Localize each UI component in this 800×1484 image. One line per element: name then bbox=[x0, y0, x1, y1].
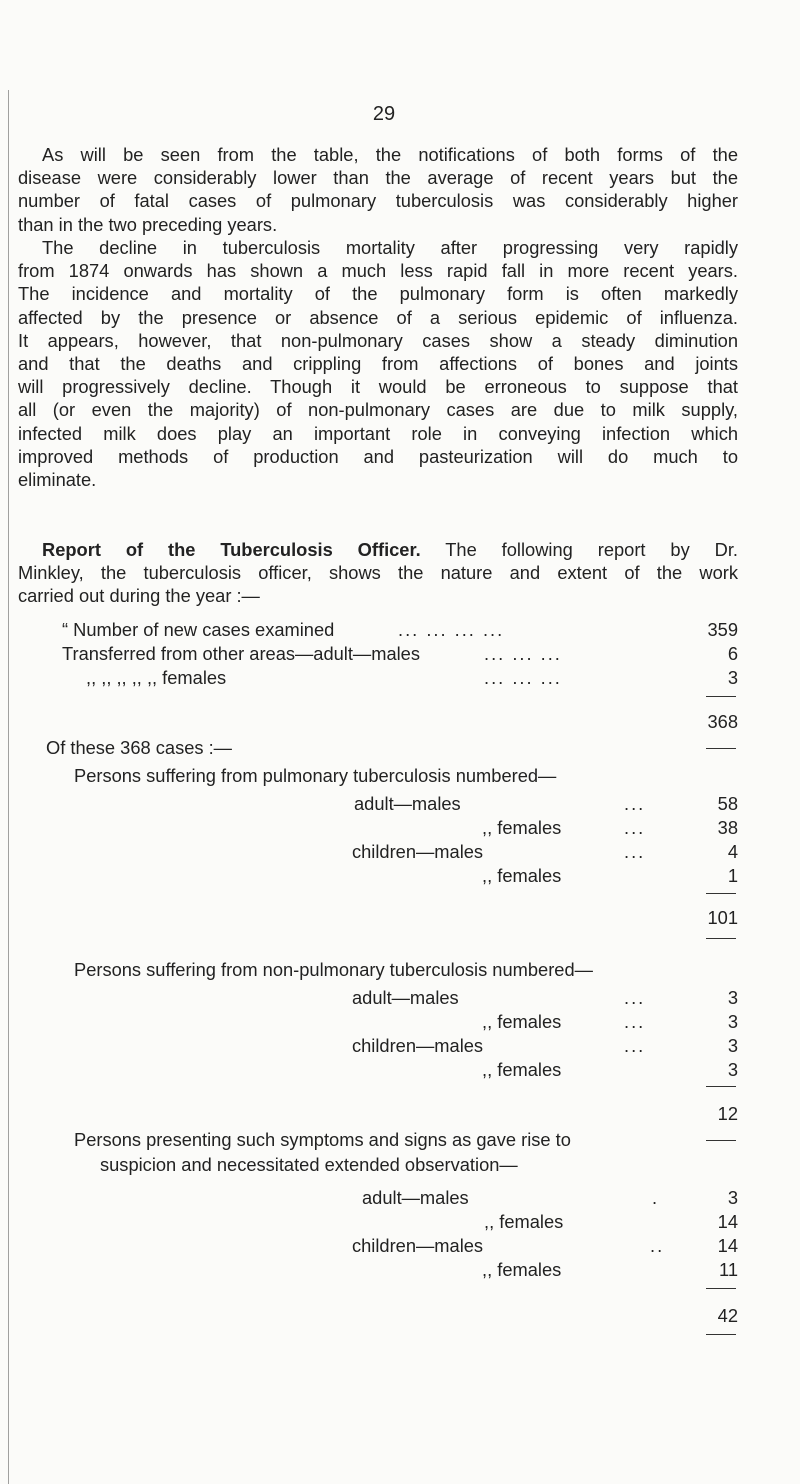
suspects-row-label: ,, females bbox=[484, 1211, 564, 1232]
pulmonary-row-value: 38 bbox=[717, 817, 738, 838]
suspects-total: 42 bbox=[717, 1305, 738, 1326]
leader-dots: . bbox=[652, 1187, 660, 1208]
report-first-line bbox=[18, 538, 738, 561]
leader-dots: ... bbox=[624, 793, 646, 814]
suspects-row-value: 14 bbox=[717, 1211, 738, 1232]
text-line: Minkley, the tuberculosis officer, shows the nature and extent of the work bbox=[18, 562, 738, 584]
non-pulmonary-row-label: adult—males bbox=[352, 987, 459, 1008]
non-pulmonary-row-value: 3 bbox=[727, 1059, 738, 1080]
text-line: from 1874 onwards has shown a much less rapid fall in more recent years. bbox=[18, 260, 738, 282]
suspects-row-label: ,, females bbox=[482, 1259, 562, 1280]
leader-dots: ... bbox=[624, 841, 646, 862]
sum-rule bbox=[706, 1334, 736, 1335]
page-number: 29 bbox=[372, 103, 396, 125]
summary-row bbox=[62, 642, 420, 665]
leader-dots: ... ... ... bbox=[484, 667, 562, 688]
report-intro: The following report by Dr. bbox=[445, 539, 738, 560]
pulmonary-total: 101 bbox=[707, 907, 738, 928]
pulmonary-row-value: 4 bbox=[727, 841, 738, 862]
non-pulmonary-row-label: children—males bbox=[352, 1035, 484, 1056]
sum-rule bbox=[706, 748, 736, 749]
suspects-row-value: 3 bbox=[727, 1187, 738, 1208]
text-line: disease were considerably lower than the average of recent years but the bbox=[18, 167, 738, 189]
text-line: all (or even the majority) of non-pulmonary cases are due to milk supply, bbox=[18, 399, 738, 421]
row-label: Transferred from other areas—adult—males bbox=[62, 643, 420, 664]
text-line: number of fatal cases of pulmonary tuberculosis was considerably higher bbox=[18, 190, 738, 212]
suspects-row-value: 11 bbox=[719, 1259, 738, 1280]
non-pulmonary-total: 12 bbox=[717, 1103, 738, 1124]
text-line: The decline in tuberculosis mortality after progressing very rapidly bbox=[42, 237, 738, 258]
leader-dots: ... bbox=[624, 817, 646, 838]
sum-rule bbox=[706, 893, 736, 894]
leader-dots: .. bbox=[650, 1235, 665, 1256]
leader-dots: ... bbox=[624, 987, 646, 1008]
text-line: and that the deaths and crippling from affections of bones and joints bbox=[18, 353, 738, 375]
paragraph-decline bbox=[18, 236, 738, 491]
suspects-row-value: 14 bbox=[717, 1235, 738, 1256]
text-line: eliminate. bbox=[18, 469, 97, 491]
non-pulmonary-heading: Persons suffering from non-pulmonary tuberculosis numbered— bbox=[74, 959, 593, 980]
suspects-heading-line1: Persons presenting such symptoms and signs as gave rise to bbox=[74, 1129, 571, 1150]
non-pulmonary-row-label: ,, females bbox=[482, 1011, 562, 1032]
text-line: improved methods of production and pasteurization will do much to bbox=[18, 445, 738, 467]
non-pulmonary-row-value: 3 bbox=[727, 1011, 738, 1032]
sum-rule bbox=[706, 1140, 736, 1141]
text-line: infected milk does play an important role in conveying infection which bbox=[18, 422, 738, 444]
text-line: carried out during the year :— bbox=[18, 585, 260, 607]
sum-rule bbox=[706, 1086, 736, 1087]
text-line: will progressively decline. Though it would be erroneous to suppose that bbox=[18, 376, 738, 398]
non-pulmonary-row-label: ,, females bbox=[482, 1059, 562, 1080]
summary-row bbox=[62, 618, 334, 641]
row-label: ,, ,, ,, ,, ,, females bbox=[86, 667, 227, 688]
summary-total: 368 bbox=[707, 711, 738, 732]
report-heading: Report of the Tuberculosis Officer. bbox=[42, 539, 421, 560]
suspects-heading-line2: suspicion and necessitated extended observation— bbox=[100, 1154, 518, 1175]
leader-dots: ... ... ... bbox=[484, 643, 562, 664]
sum-rule bbox=[706, 1288, 736, 1289]
pulmonary-heading: Persons suffering from pulmonary tuberculosis numbered— bbox=[74, 765, 557, 786]
sum-rule bbox=[706, 938, 736, 939]
non-pulmonary-row-value: 3 bbox=[727, 987, 738, 1008]
of-these-label: Of these 368 cases :— bbox=[46, 737, 232, 758]
leader-dots: ... bbox=[624, 1035, 646, 1056]
text-line: It appears, however, that non-pulmonary cases show a steady diminution bbox=[18, 329, 738, 351]
suspects-row-label: adult—males bbox=[362, 1187, 469, 1208]
row-label: “ Number of new cases examined bbox=[62, 619, 335, 640]
row-value: 359 bbox=[707, 619, 738, 640]
text-line: than in the two preceding years. bbox=[18, 213, 278, 235]
text-line: The incidence and mortality of the pulmonary form is often markedly bbox=[18, 283, 738, 305]
text-line: As will be seen from the table, the notifications of both forms of the bbox=[42, 144, 738, 165]
pulmonary-row-value: 58 bbox=[717, 793, 738, 814]
leader-dots: ... bbox=[624, 1011, 646, 1032]
leader-dots: ... ... ... ... bbox=[398, 619, 505, 640]
text-line: affected by the presence or absence of a serious epidemic of influenza. bbox=[18, 306, 738, 328]
pulmonary-row-label: adult—males bbox=[354, 793, 461, 814]
non-pulmonary-row-value: 3 bbox=[727, 1035, 738, 1056]
binding-edge-line bbox=[8, 90, 9, 1484]
row-value: 6 bbox=[727, 643, 738, 664]
pulmonary-row-value: 1 bbox=[727, 865, 738, 886]
summary-row bbox=[86, 666, 226, 689]
pulmonary-row-label: ,, females bbox=[482, 865, 562, 886]
sum-rule bbox=[706, 696, 736, 697]
pulmonary-row-label: children—males bbox=[352, 841, 484, 862]
pulmonary-row-label: ,, females bbox=[482, 817, 562, 838]
paragraph-report bbox=[18, 538, 738, 608]
paragraph-notifications bbox=[18, 143, 738, 236]
suspects-row-label: children—males bbox=[352, 1235, 484, 1256]
row-value: 3 bbox=[727, 667, 738, 688]
